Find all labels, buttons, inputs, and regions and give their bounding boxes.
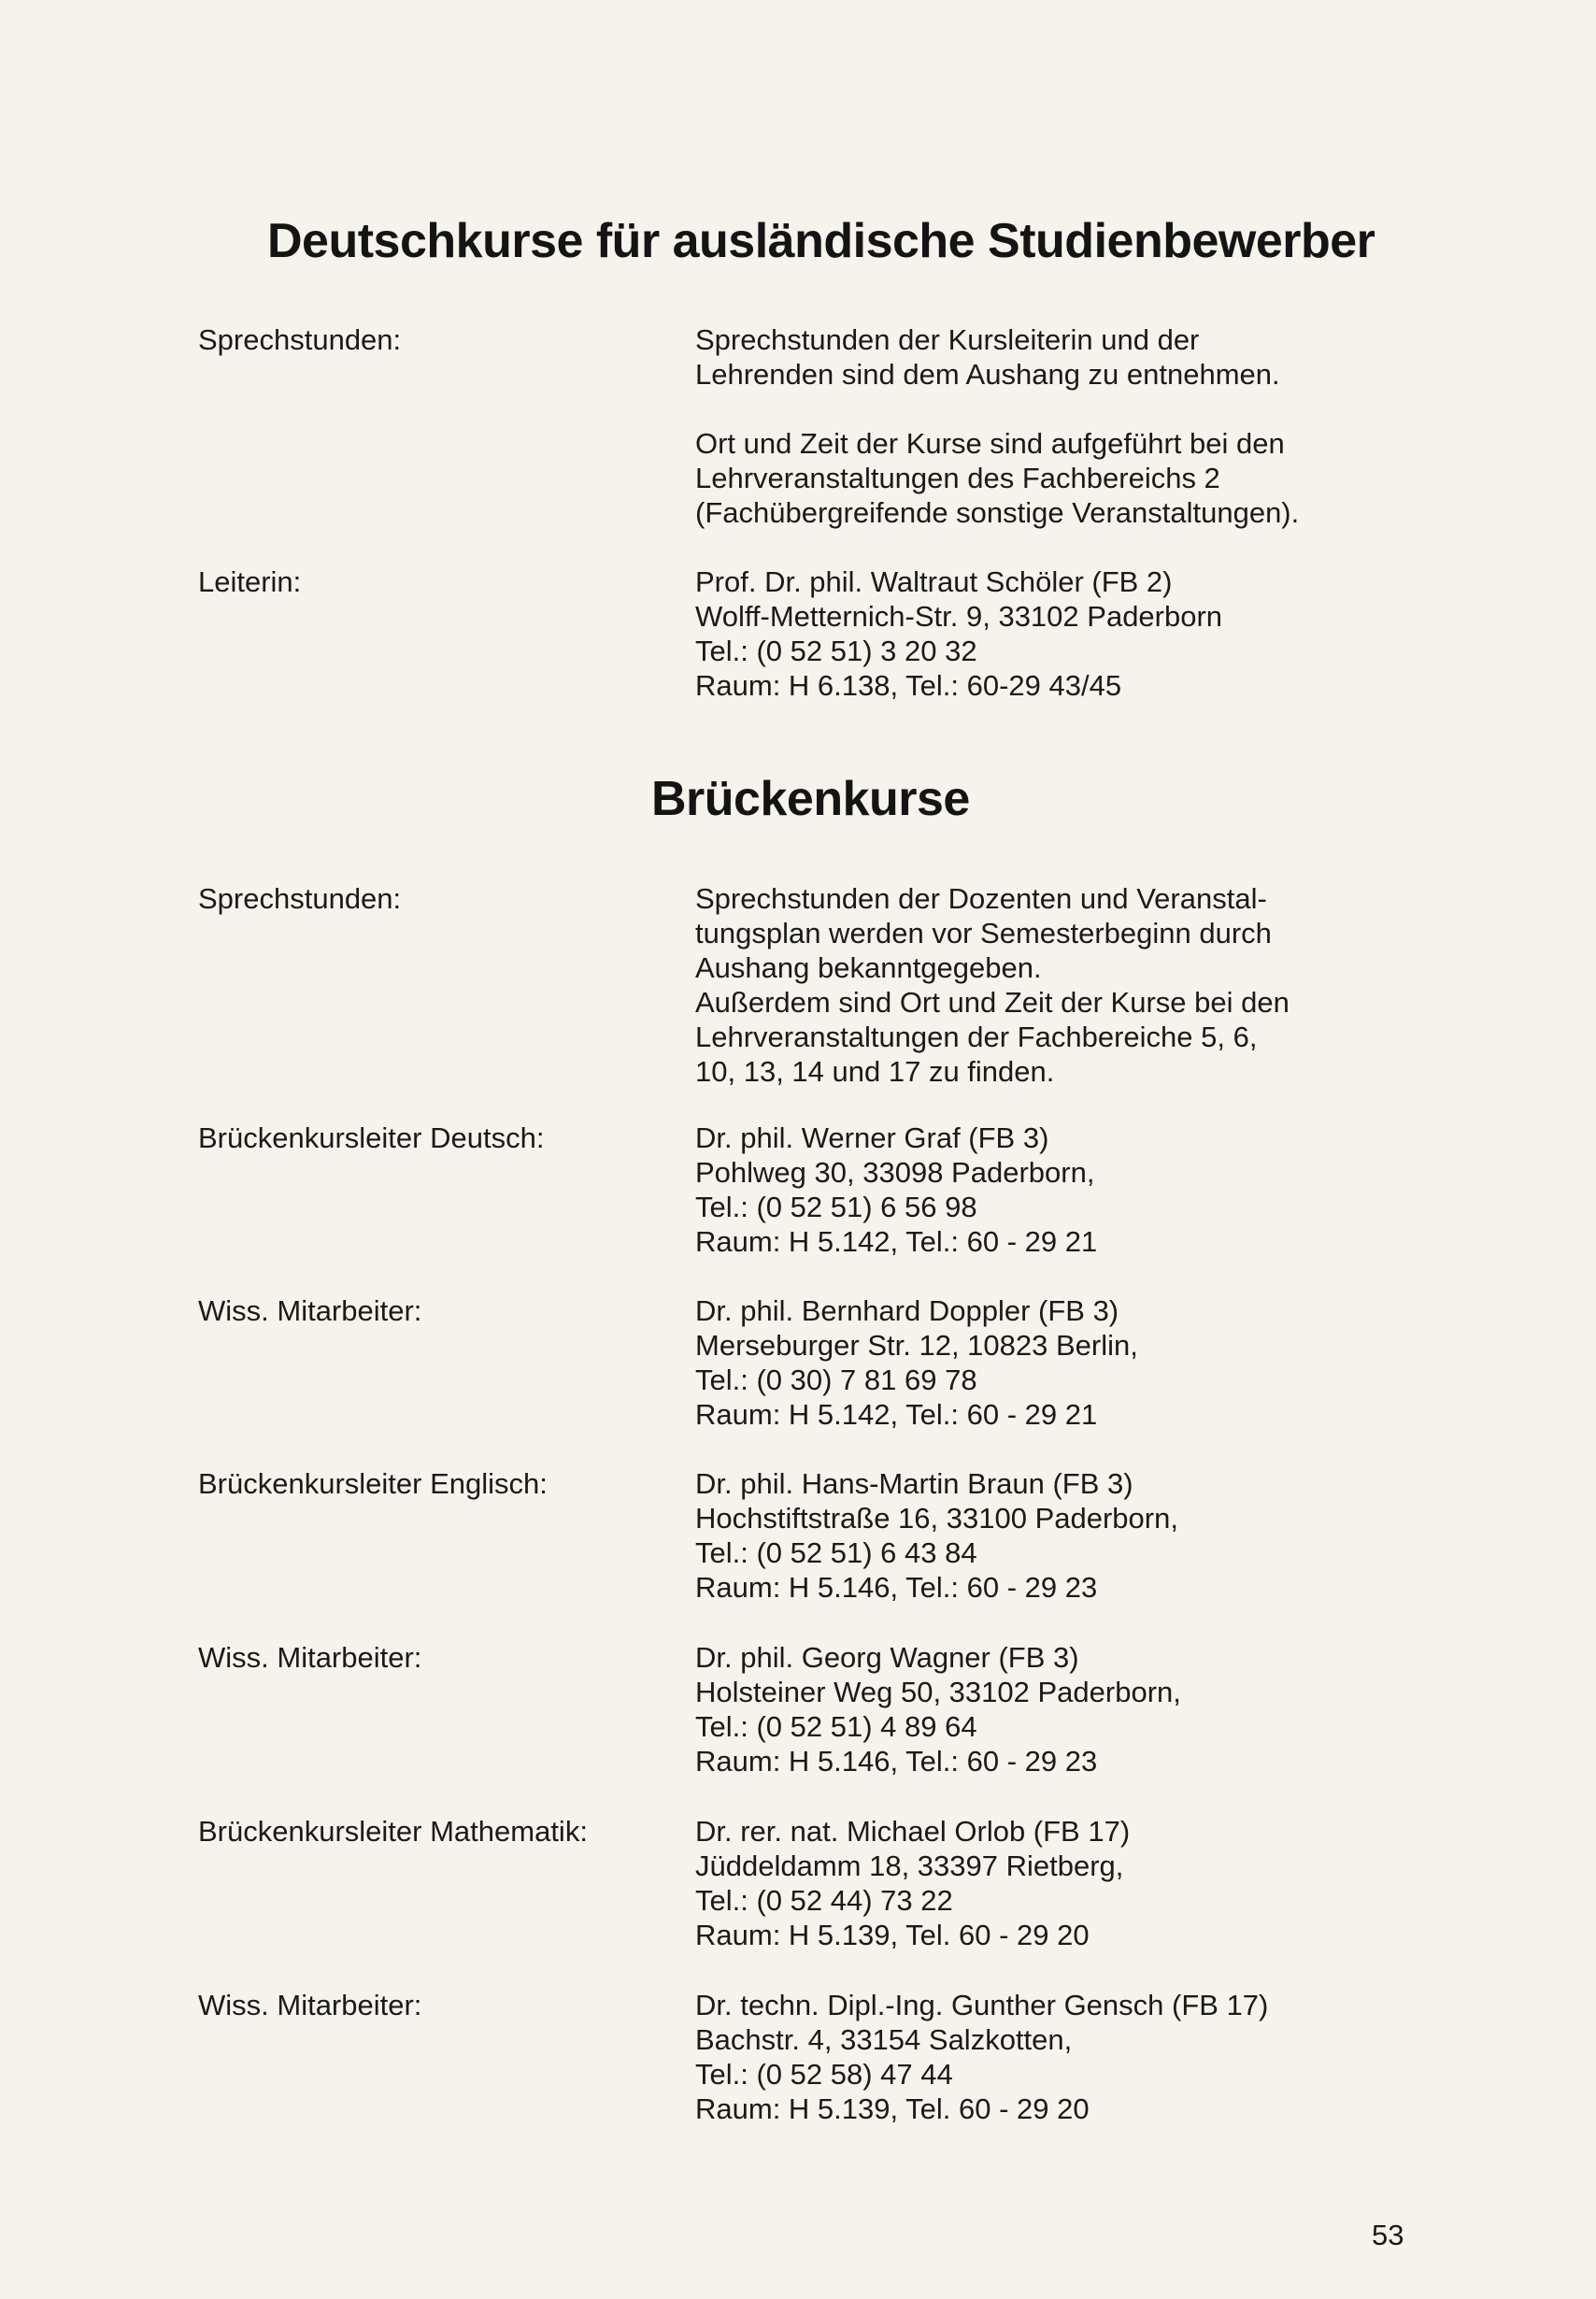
content-line: Bachstr. 4, 33154 Salzkotten, bbox=[695, 2023, 1073, 2056]
section-title-brueckenkurse: Brückenkurse bbox=[651, 772, 970, 826]
entry-content bbox=[695, 881, 1290, 1089]
entry-label: Wiss. Mitarbeiter: bbox=[198, 1641, 422, 1674]
section-title-deutschkurse: Deutschkurse für ausländische Studienbewerber bbox=[267, 214, 1375, 268]
content-line: Holsteiner Weg 50, 33102 Paderborn, bbox=[695, 1676, 1181, 1708]
content-line: Tel.: (0 52 51) 3 20 32 bbox=[695, 635, 977, 667]
entry-content bbox=[695, 1988, 1268, 2126]
content-line: Lehrveranstaltungen der Fachbereiche 5, 6, bbox=[695, 1021, 1258, 1053]
entry-label: Brückenkursleiter Deutsch: bbox=[198, 1121, 545, 1154]
content-line: Raum: H 5.142, Tel.: 60 - 29 21 bbox=[695, 1398, 1098, 1431]
content-line: Außerdem sind Ort und Zeit der Kurse bei den bbox=[695, 986, 1290, 1019]
content-line: Jüddeldamm 18, 33397 Rietberg, bbox=[695, 1849, 1124, 1882]
entry-content bbox=[695, 564, 1222, 703]
content-line: Dr. phil. Hans-Martin Braun (FB 3) bbox=[695, 1467, 1133, 1500]
content-line: Hochstiftstraße 16, 33100 Paderborn, bbox=[695, 1502, 1178, 1535]
entry-content bbox=[695, 1466, 1178, 1605]
entry-label: Sprechstunden: bbox=[198, 882, 402, 915]
entry-label: Brückenkursleiter Mathematik: bbox=[198, 1815, 588, 1848]
content-line: Raum: H 5.139, Tel. 60 - 29 20 bbox=[695, 1919, 1090, 1951]
content-line: 10, 13, 14 und 17 zu finden. bbox=[695, 1055, 1055, 1088]
content-line: Raum: H 5.142, Tel.: 60 - 29 21 bbox=[695, 1225, 1098, 1258]
content-line: Raum: H 5.139, Tel. 60 - 29 20 bbox=[695, 2092, 1090, 2125]
content-line: Tel.: (0 30) 7 81 69 78 bbox=[695, 1364, 977, 1396]
content-line: Pohlweg 30, 33098 Paderborn, bbox=[695, 1156, 1095, 1189]
content-line: Tel.: (0 52 51) 4 89 64 bbox=[695, 1710, 977, 1743]
content-line: Aushang bekanntgegeben. bbox=[695, 951, 1042, 984]
content-line: Dr. rer. nat. Michael Orlob (FB 17) bbox=[695, 1815, 1131, 1848]
content-line: Dr. techn. Dipl.-Ing. Gunther Gensch (FB 17) bbox=[695, 1989, 1269, 2021]
content-line: Tel.: (0 52 58) 47 44 bbox=[695, 2058, 953, 2091]
content-line: Dr. phil. Georg Wagner (FB 3) bbox=[695, 1641, 1079, 1674]
page-number: 53 bbox=[1372, 2219, 1404, 2251]
entry-label: Leiterin: bbox=[198, 565, 302, 598]
content-line: Lehrenden sind dem Aushang zu entnehmen. bbox=[695, 358, 1280, 391]
content-line: Raum: H 5.146, Tel.: 60 - 29 23 bbox=[695, 1745, 1098, 1778]
content-line: Wolff-Metternich-Str. 9, 33102 Paderborn bbox=[695, 600, 1223, 633]
content-line: Merseburger Str. 12, 10823 Berlin, bbox=[695, 1329, 1138, 1362]
content-line: Lehrveranstaltungen des Fachbereichs 2 bbox=[695, 462, 1220, 494]
content-line: (Fachübergreifende sonstige Veranstaltungen). bbox=[695, 496, 1300, 529]
entry-content bbox=[695, 1640, 1181, 1778]
entry-label: Wiss. Mitarbeiter: bbox=[198, 1294, 422, 1327]
content-line: Tel.: (0 52 51) 6 43 84 bbox=[695, 1536, 977, 1569]
entry-content bbox=[695, 322, 1299, 530]
entry-content bbox=[695, 1121, 1097, 1259]
content-line: Tel.: (0 52 51) 6 56 98 bbox=[695, 1191, 977, 1223]
entry-content bbox=[695, 1293, 1138, 1432]
content-line: Tel.: (0 52 44) 73 22 bbox=[695, 1884, 953, 1917]
entry-label: Brückenkursleiter Englisch: bbox=[198, 1467, 548, 1500]
content-line: Dr. phil. Werner Graf (FB 3) bbox=[695, 1121, 1049, 1154]
content-line: Raum: H 5.146, Tel.: 60 - 29 23 bbox=[695, 1571, 1098, 1604]
content-line: Sprechstunden der Dozenten und Veranstal- bbox=[695, 882, 1267, 915]
entry-label: Wiss. Mitarbeiter: bbox=[198, 1989, 422, 2021]
content-line: Ort und Zeit der Kurse sind aufgeführt bei den bbox=[695, 427, 1285, 460]
content-line: Sprechstunden der Kursleiterin und der bbox=[695, 323, 1200, 356]
content-line: Dr. phil. Bernhard Doppler (FB 3) bbox=[695, 1294, 1119, 1327]
content-line: Raum: H 6.138, Tel.: 60-29 43/45 bbox=[695, 669, 1122, 702]
entry-content bbox=[695, 1814, 1130, 1952]
entry-label: Sprechstunden: bbox=[198, 323, 402, 356]
content-line: Prof. Dr. phil. Waltraut Schöler (FB 2) bbox=[695, 565, 1173, 598]
content-line: tungsplan werden vor Semesterbeginn durch bbox=[695, 917, 1272, 950]
